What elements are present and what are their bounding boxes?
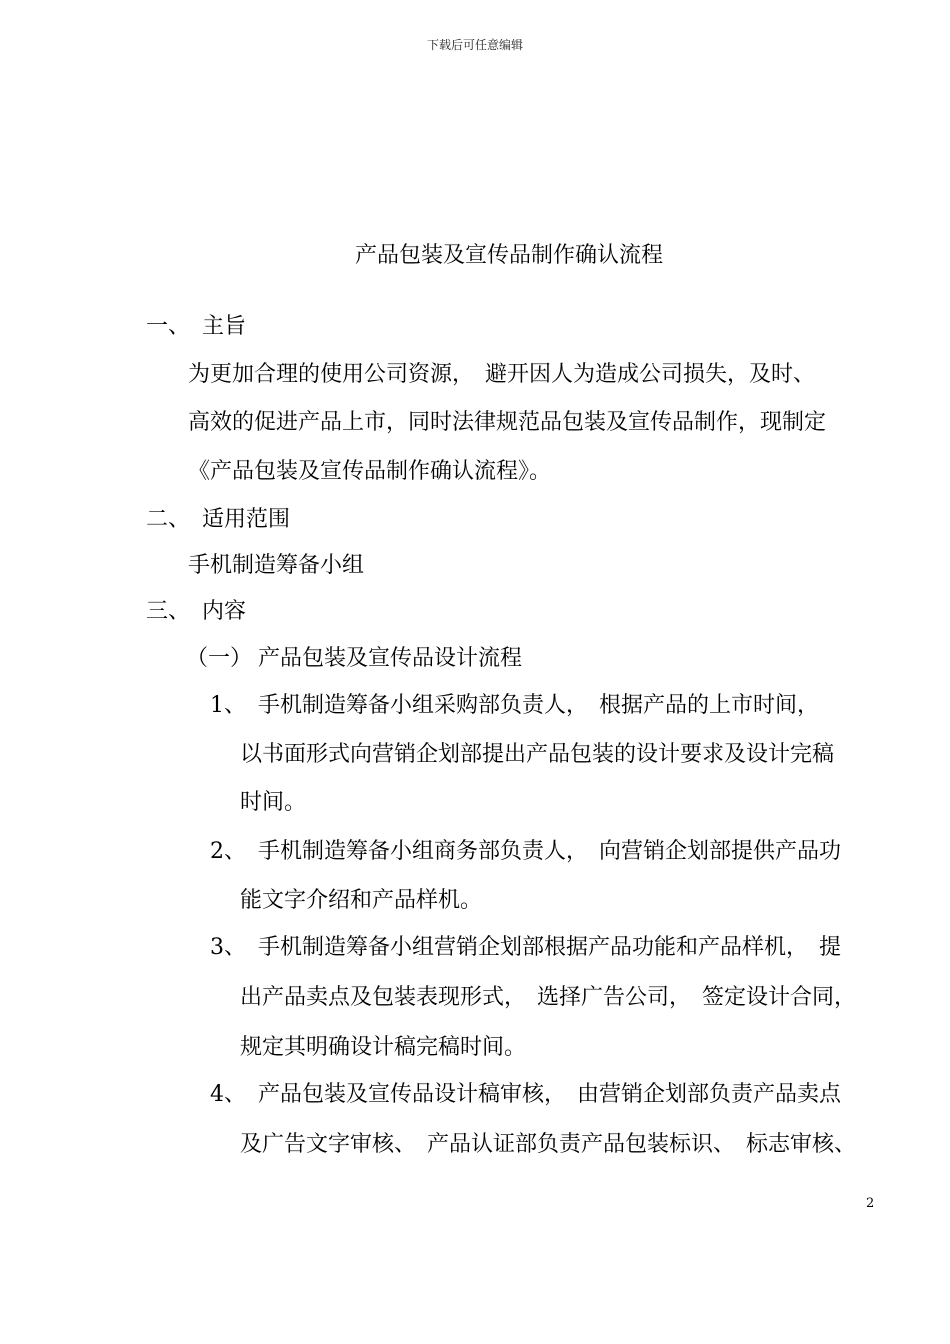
paragraph-line: 《产品包装及宣传品制作确认流程》。 — [188, 459, 552, 484]
paragraph-line: 手机制造筹备小组 — [188, 553, 365, 578]
paragraph-line: 高效的促进产品上市，同时法律规范品包装及宣传品制作，现制定 — [188, 410, 827, 435]
subsection-number: （一） — [186, 646, 253, 671]
item-line: 手机制造筹备小组商务部负责人， 向营销企划部提供产品功 — [258, 839, 842, 864]
section-heading: 内容 — [202, 599, 247, 624]
item-line: 时间。 — [240, 790, 307, 815]
document-title: 产品包装及宣传品制作确认流程 — [354, 243, 663, 268]
item-number: 4、 — [210, 1082, 246, 1107]
page-header: 下载后可任意编辑 — [426, 38, 523, 52]
item-line: 手机制造筹备小组采购部负责人， 根据产品的上市时间， — [258, 693, 820, 718]
item-line: 及广告文字审核、 产品认证部负责产品包装标识、 标志审核、 — [240, 1132, 857, 1157]
section-number: 三、 — [146, 599, 191, 624]
item-line: 以书面形式向营销企划部提出产品包装的设计要求及设计完稿 — [240, 742, 835, 767]
item-number: 3、 — [210, 935, 246, 960]
page-number: 2 — [866, 1196, 875, 1211]
item-line: 出产品卖点及包装表现形式， 选择广告公司， 签定设计合同， — [240, 985, 857, 1010]
item-line: 手机制造筹备小组营销企划部根据产品功能和产品样机， 提 — [258, 935, 842, 960]
section-heading: 适用范围 — [202, 507, 291, 532]
subsection-heading: 产品包装及宣传品设计流程 — [258, 646, 523, 671]
paragraph-line: 为更加合理的使用公司资源， 避开因人为造成公司损失，及时、 — [188, 362, 816, 387]
section-heading: 主旨 — [202, 314, 247, 339]
section-number: 二、 — [146, 507, 191, 532]
item-number: 2、 — [210, 839, 246, 864]
item-line: 能文字介绍和产品样机。 — [240, 888, 483, 913]
item-number: 1、 — [210, 693, 246, 718]
item-line: 产品包装及宣传品设计稿审核， 由营销企划部负责产品卖点 — [258, 1082, 842, 1107]
item-line: 规定其明确设计稿完稿时间。 — [240, 1035, 527, 1060]
section-number: 一、 — [146, 314, 191, 339]
